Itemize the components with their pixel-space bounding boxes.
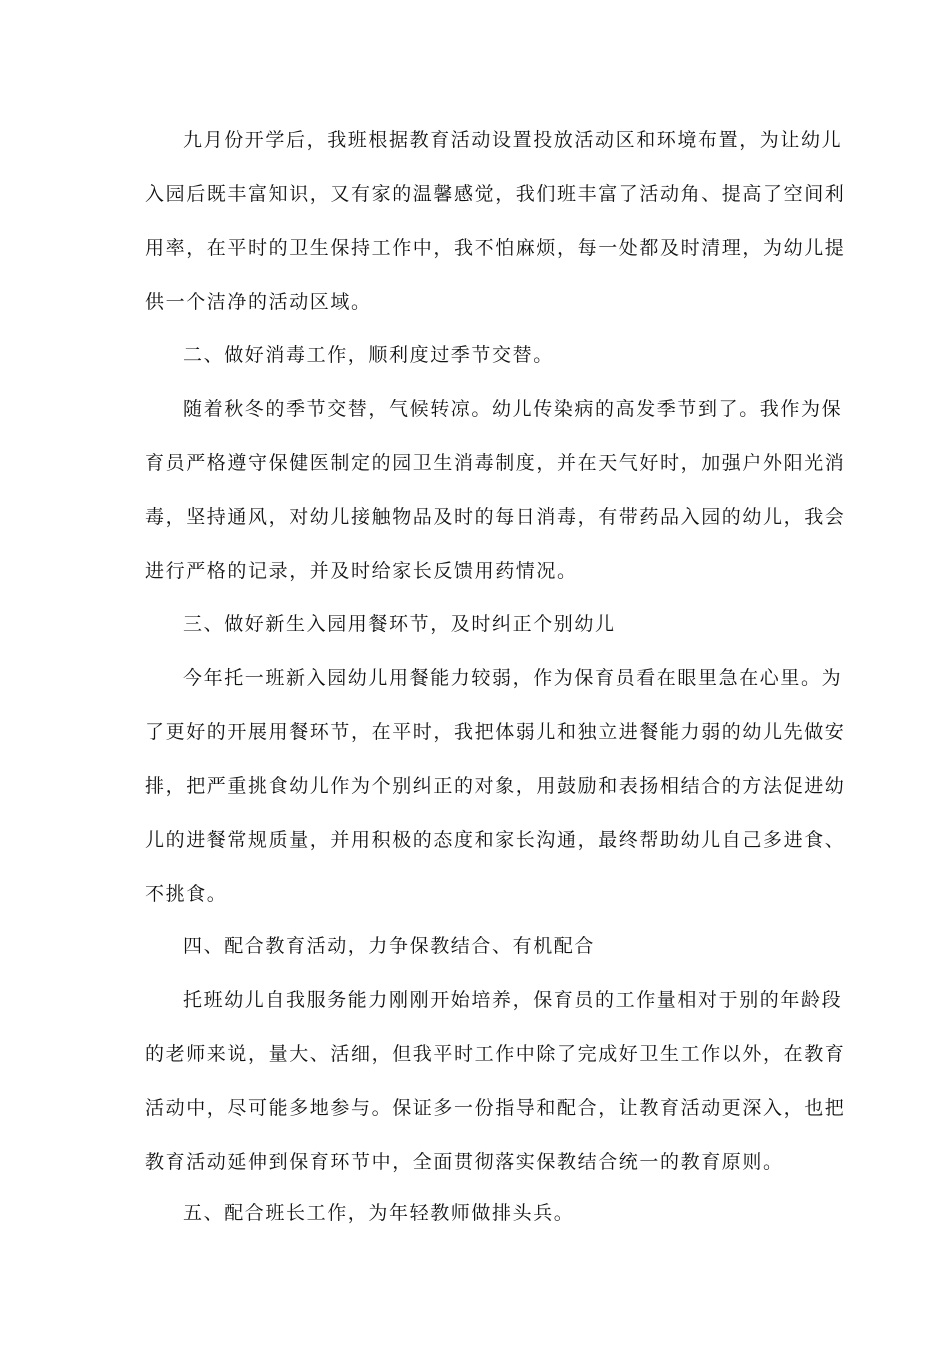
paragraph-line: 入园后既丰富知识，又有家的温馨感觉，我们班丰富了活动角、提高了空间利 [145, 183, 846, 205]
paragraph-line: 进行严格的记录，并及时给家长反馈用药情况。 [145, 560, 578, 582]
paragraph-line: 教育活动延伸到保育环节中，全面贯彻落实保教结合统一的教育原则。 [145, 1151, 784, 1173]
paragraph-line: 九月份开学后，我班根据教育活动设置投放活动区和环境布置，为让幼儿 [183, 129, 843, 151]
paragraph-line: 今年托一班新入园幼儿用餐能力较弱，作为保育员看在眼里急在心里。为 [183, 667, 843, 689]
paragraph-line: 随着秋冬的季节交替，气候转凉。幼儿传染病的高发季节到了。我作为保 [183, 398, 843, 420]
paragraph-2 [145, 382, 846, 598]
paragraph-line: 供一个洁净的活动区域。 [145, 291, 372, 313]
paragraph-line: 不挑食。 [145, 883, 228, 905]
paragraph-line: 用率，在平时的卫生保持工作中，我不怕麻烦，每一处都及时清理，为幼儿提 [145, 237, 846, 259]
paragraph-line: 排，把严重挑食幼儿作为个别纠正的对象，用鼓励和表扬相结合的方法促进幼 [145, 775, 846, 797]
paragraph-line: 了更好的开展用餐环节，在平时，我把体弱儿和独立进餐能力弱的幼儿先做安 [145, 721, 846, 743]
section-heading-4: 四、配合教育活动，力争保教结合、有机配合 [183, 935, 596, 957]
paragraph-3 [145, 651, 846, 921]
paragraph-line: 的老师来说，量大、活细，但我平时工作中除了完成好卫生工作以外，在教育 [145, 1043, 846, 1065]
paragraph-line: 活动中，尽可能多地参与。保证多一份指导和配合，让教育活动更深入，也把 [145, 1097, 846, 1119]
section-heading-5: 五、配合班长工作，为年轻教师做排头兵。 [183, 1202, 575, 1224]
paragraph-4 [145, 973, 846, 1189]
paragraph-line: 托班幼儿自我服务能力刚刚开始培养，保育员的工作量相对于别的年龄段 [183, 989, 843, 1011]
section-heading-2: 二、做好消毒工作，顺利度过季节交替。 [183, 344, 554, 366]
paragraph-line: 毒，坚持通风，对幼儿接触物品及时的每日消毒，有带药品入园的幼儿，我会 [145, 506, 846, 528]
section-heading-3: 三、做好新生入园用餐环节，及时纠正个别幼儿 [183, 613, 616, 635]
paragraph-line: 儿的进餐常规质量，并用积极的态度和家长沟通，最终帮助幼儿自己多进食、 [145, 829, 846, 851]
paragraph-1 [145, 113, 846, 329]
paragraph-line: 育员严格遵守保健医制定的园卫生消毒制度，并在天气好时，加强户外阳光消 [145, 452, 846, 474]
